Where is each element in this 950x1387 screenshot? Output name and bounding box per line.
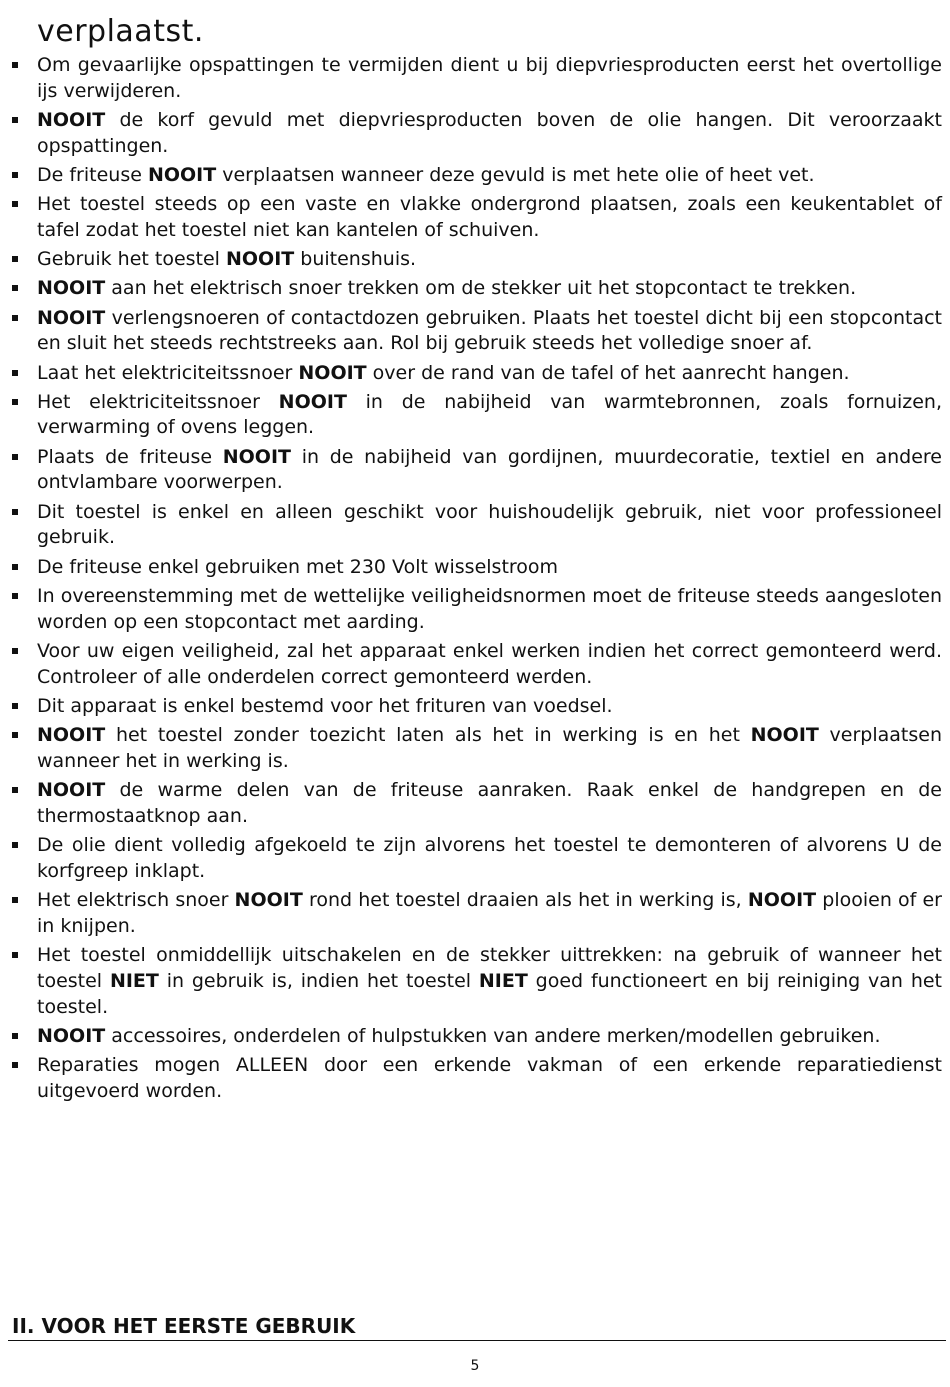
emphasis-text: NOOIT bbox=[37, 723, 106, 746]
item-text: De friteuse enkel gebruiken met 230 Volt wisselstroom bbox=[37, 555, 559, 578]
emphasis-text: NOOIT bbox=[147, 163, 217, 186]
item-text: Reparaties mogen ALLEEN door een erkende vakman of een erkende reparatiedienst uitgevoerd worden. bbox=[37, 1053, 942, 1102]
emphasis-text: NOOIT bbox=[37, 306, 106, 329]
section-heading: II. VOOR HET EERSTE GEBRUIK bbox=[12, 1314, 356, 1338]
item-text: Plaats de friteuse bbox=[37, 445, 223, 468]
item-text: Dit toestel is enkel en alleen geschikt voor huishoudelijk gebruik, niet voor professioneel gebruik. bbox=[37, 500, 942, 549]
emphasis-text: NIET bbox=[478, 969, 528, 992]
item-text: buitenshuis. bbox=[294, 248, 417, 271]
item-text: Om gevaarlijke opspattingen te vermijden dient u bij diepvriesproducten eerst het overtollige ijs verwijderen. bbox=[37, 54, 942, 102]
emphasis-text: NOOIT bbox=[226, 248, 295, 271]
emphasis-text: NOOIT bbox=[278, 390, 347, 413]
list-item bbox=[0, 192, 950, 244]
list-item bbox=[0, 361, 950, 387]
list-item bbox=[0, 500, 950, 552]
emphasis-text: NOOIT bbox=[37, 277, 106, 300]
list-item bbox=[0, 1053, 950, 1105]
item-text: Het toestel onmiddellijk uitschakelen en de stekker uittrekken: na gebruik of wanneer het toestel bbox=[37, 943, 942, 992]
list-item bbox=[0, 778, 950, 830]
list-item bbox=[0, 723, 950, 775]
item-text: In overeenstemming met de wettelijke veiligheidsnormen moet de friteuse steeds aangesloten worden op een stopcontact met aarding. bbox=[37, 584, 942, 633]
emphasis-text: NIET bbox=[109, 969, 159, 992]
list-item bbox=[0, 833, 950, 885]
list-item bbox=[0, 276, 950, 302]
item-text: Gebruik het toestel bbox=[37, 248, 226, 271]
list-item bbox=[0, 639, 950, 691]
emphasis-text: NOOIT bbox=[750, 723, 819, 746]
continued-text: verplaatst. bbox=[37, 14, 204, 49]
item-text: in de nabijheid van warmtebronnen, zoals fornuizen, verwarming of ovens leggen. bbox=[37, 390, 943, 439]
item-text: plooien of er in knijpen. bbox=[37, 888, 942, 937]
emphasis-text: NOOIT bbox=[37, 778, 106, 801]
item-text: verplaatsen wanneer deze gevuld is met hete olie of heet vet. bbox=[216, 163, 815, 186]
item-text: Laat het elektriciteitssnoer bbox=[37, 361, 299, 384]
list-item bbox=[0, 1024, 950, 1050]
list-item bbox=[0, 694, 950, 720]
list-item bbox=[0, 943, 950, 1020]
item-text: De friteuse bbox=[37, 163, 148, 186]
item-text: Dit apparaat is enkel bestemd voor het frituren van voedsel. bbox=[37, 694, 613, 717]
item-text: aan het elektrisch snoer trekken om de stekker uit het stopcontact te trekken. bbox=[105, 277, 857, 300]
item-text: rond het toestel draaien als het in werking is, bbox=[302, 888, 748, 911]
list-item bbox=[0, 53, 950, 105]
list-item bbox=[0, 390, 950, 442]
list-item bbox=[0, 163, 950, 189]
item-text: verplaatsen wanneer het in werking is. bbox=[37, 723, 943, 772]
list-item bbox=[0, 584, 950, 636]
item-text: Voor uw eigen veiligheid, zal het apparaat enkel werken indien het correct gemonteerd werd. Controleer of alle onderdelen correct gemonteerd werden. bbox=[37, 639, 942, 688]
item-text: De olie dient volledig afgekoeld te zijn alvorens het toestel te demonteren of alvorens U de korfgreep inklapt. bbox=[37, 833, 942, 882]
list-item bbox=[0, 247, 950, 273]
item-text: over de rand van de tafel of het aanrecht hangen. bbox=[366, 361, 850, 384]
item-text: de warme delen van de friteuse aanraken. Raak enkel de handgrepen en de thermostaatknop aan. bbox=[37, 778, 942, 827]
emphasis-text: NOOIT bbox=[234, 888, 303, 911]
item-text: Het elektriciteitssnoer bbox=[37, 390, 279, 413]
item-text: goed functioneert en bij reiniging van het toestel. bbox=[37, 969, 943, 1018]
emphasis-text: NOOIT bbox=[37, 108, 106, 131]
item-text: Het elektrisch snoer bbox=[37, 888, 235, 911]
item-text: in gebruik is, indien het toestel bbox=[158, 969, 479, 992]
item-text: accessoires, onderdelen of hulpstukken van andere merken/modellen gebruiken. bbox=[105, 1024, 881, 1047]
emphasis-text: NOOIT bbox=[298, 361, 367, 384]
list-item bbox=[0, 306, 950, 358]
safety-instructions-list bbox=[0, 53, 950, 1108]
item-text: het toestel zonder toezicht laten als het in werking is en het bbox=[105, 723, 751, 746]
section-divider bbox=[8, 1340, 946, 1341]
emphasis-text: NOOIT bbox=[222, 445, 291, 468]
item-text: de korf gevuld met diepvriesproducten boven de olie hangen. Dit veroorzaakt opspattingen. bbox=[37, 108, 942, 157]
list-item bbox=[0, 445, 950, 497]
emphasis-text: NOOIT bbox=[37, 1024, 106, 1047]
page-number: 5 bbox=[470, 1358, 480, 1374]
item-text: verlengsnoeren of contactdozen gebruiken. Plaats het toestel dicht bij een stopcontact en sluit het steeds rechtstreeks aan. Rol bij gebruik steeds het volledige snoer af. bbox=[37, 306, 942, 355]
emphasis-text: NOOIT bbox=[747, 888, 817, 911]
list-item bbox=[0, 108, 950, 160]
list-item bbox=[0, 555, 950, 581]
list-item bbox=[0, 888, 950, 940]
item-text: Het toestel steeds op een vaste en vlakke ondergrond plaatsen, zoals een keukentablet of tafel zodat het toestel niet kan kantelen of schuiven. bbox=[37, 193, 942, 241]
item-text: in de nabijheid van gordijnen, muurdecoratie, textiel en andere ontvlambare voorwerpen. bbox=[37, 445, 942, 494]
